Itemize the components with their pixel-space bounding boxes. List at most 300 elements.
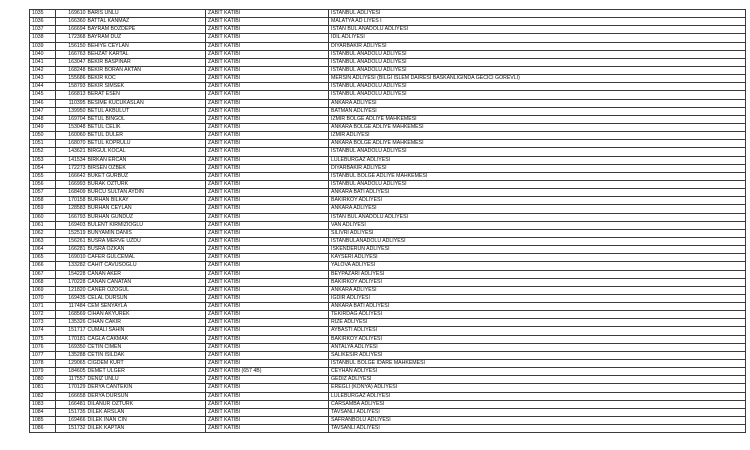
table-row bbox=[30, 205, 746, 213]
office-cell: IDIL ADLIYESI bbox=[329, 34, 746, 42]
full-name-cell: CAFER GULCEMAL bbox=[87, 254, 206, 262]
job-title-cell: ZABIT KATIBI bbox=[206, 140, 329, 148]
job-title-cell: ZABIT KATIBI bbox=[206, 132, 329, 140]
job-title-cell: ZABIT KATIBI bbox=[206, 270, 329, 278]
office-cell: LULEBURGAZ ADLIYESI bbox=[329, 156, 746, 164]
table-row bbox=[30, 132, 746, 140]
row-number-cell: 1055 bbox=[30, 172, 56, 180]
full-name-cell: BEKIR KOC bbox=[87, 75, 206, 83]
full-name-cell: BURHAN BILKAY bbox=[87, 197, 206, 205]
registry-id-cell: 156261 bbox=[56, 237, 87, 245]
full-name-cell: CELAL DURSUN bbox=[87, 294, 206, 302]
full-name-cell: CIHAN AKYUREK bbox=[87, 311, 206, 319]
office-cell: ISTANBUL ANADOLU ADLIYESI bbox=[329, 91, 746, 99]
table-row bbox=[30, 140, 746, 148]
table-row bbox=[30, 425, 746, 433]
row-number-cell: 1054 bbox=[30, 164, 56, 172]
office-cell: SALIKESIR ADLIYESI bbox=[329, 351, 746, 359]
job-title-cell: ZABIT KATIBI bbox=[206, 237, 329, 245]
full-name-cell: BIRGUL KOCAL bbox=[87, 148, 206, 156]
table-row bbox=[30, 335, 746, 343]
office-cell: ANKARA BOLGE ADLIYE MAHKEMESI bbox=[329, 123, 746, 131]
job-title-cell: ZABIT KATIBI bbox=[206, 417, 329, 425]
table-row bbox=[30, 164, 746, 172]
row-number-cell: 1040 bbox=[30, 50, 56, 58]
table-row bbox=[30, 319, 746, 327]
table-row bbox=[30, 66, 746, 74]
office-cell: BEYPAZARI ADLIYESI bbox=[329, 270, 746, 278]
row-number-cell: 1079 bbox=[30, 368, 56, 376]
office-cell: LULEBURGAZ ADLIYESI bbox=[329, 392, 746, 400]
table-row bbox=[30, 262, 746, 270]
registry-id-cell: 168569 bbox=[56, 311, 87, 319]
row-number-cell: 1062 bbox=[30, 229, 56, 237]
row-number-cell: 1071 bbox=[30, 303, 56, 311]
registry-id-cell: 166763 bbox=[56, 50, 87, 58]
full-name-cell: BULENT KIRMIZIOGLU bbox=[87, 221, 206, 229]
table-row bbox=[30, 123, 746, 131]
job-title-cell: ZABIT KATIBI bbox=[206, 286, 329, 294]
table-row bbox=[30, 91, 746, 99]
full-name-cell: BURCU SULTAN AYDIN bbox=[87, 189, 206, 197]
full-name-cell: DILEK INAN CIN bbox=[87, 417, 206, 425]
registry-id-cell: 117484 bbox=[56, 303, 87, 311]
registry-id-cell: 169466 bbox=[56, 417, 87, 425]
registry-id-cell: 141534 bbox=[56, 156, 87, 164]
registry-id-cell: 133282 bbox=[56, 262, 87, 270]
row-number-cell: 1074 bbox=[30, 327, 56, 335]
row-number-cell: 1073 bbox=[30, 319, 56, 327]
registry-id-cell: 151717 bbox=[56, 327, 87, 335]
office-cell: ISKENDERUN ADLIYESI bbox=[329, 246, 746, 254]
row-number-cell: 1060 bbox=[30, 213, 56, 221]
table-row bbox=[30, 246, 746, 254]
table-row bbox=[30, 351, 746, 359]
personnel-table-body bbox=[30, 10, 746, 433]
row-number-cell: 1083 bbox=[30, 400, 56, 408]
job-title-cell: ZABIT KATIBI bbox=[206, 156, 329, 164]
table-row bbox=[30, 75, 746, 83]
office-cell: BATMAN ADLIYESI bbox=[329, 107, 746, 115]
row-number-cell: 1038 bbox=[30, 34, 56, 42]
registry-id-cell: 135288 bbox=[56, 351, 87, 359]
table-row bbox=[30, 197, 746, 205]
job-title-cell: ZABIT KATIBI bbox=[206, 376, 329, 384]
full-name-cell: BETUL DULER bbox=[87, 132, 206, 140]
table-row bbox=[30, 99, 746, 107]
registry-id-cell: 169704 bbox=[56, 115, 87, 123]
full-name-cell: BETUL KOPRULU bbox=[87, 140, 206, 148]
office-cell: ANKARA ADLIYESI bbox=[329, 286, 746, 294]
full-name-cell: CIGDEM KURT bbox=[87, 360, 206, 368]
registry-id-cell: 166642 bbox=[56, 172, 87, 180]
registry-id-cell: 166360 bbox=[56, 18, 87, 26]
row-number-cell: 1067 bbox=[30, 270, 56, 278]
table-row bbox=[30, 384, 746, 392]
job-title-cell: ZABIT KATIBI bbox=[206, 229, 329, 237]
full-name-cell: BUKET GURBUZ bbox=[87, 172, 206, 180]
registry-id-cell: 169350 bbox=[56, 343, 87, 351]
table-row bbox=[30, 294, 746, 302]
job-title-cell: ZABIT KATIBI bbox=[206, 91, 329, 99]
office-cell: YALOVA ADLIYESI bbox=[329, 262, 746, 270]
office-cell: TAVSANLI ADLIYESI bbox=[329, 408, 746, 416]
table-row bbox=[30, 327, 746, 335]
office-cell: ISTAN BUL ANADOLU ADLIYESI bbox=[329, 213, 746, 221]
office-cell: ISTANBUL ADLIYESI bbox=[329, 10, 746, 18]
full-name-cell: DEMET ULGER bbox=[87, 368, 206, 376]
personnel-table bbox=[29, 9, 746, 433]
row-number-cell: 1063 bbox=[30, 237, 56, 245]
registry-id-cell: 128583 bbox=[56, 205, 87, 213]
full-name-cell: BETUL BINGOL bbox=[87, 115, 206, 123]
registry-id-cell: 168409 bbox=[56, 189, 87, 197]
row-number-cell: 1064 bbox=[30, 246, 56, 254]
full-name-cell: BAYRAM BOZDEPE bbox=[87, 26, 206, 34]
job-title-cell: ZABIT KATIBI bbox=[206, 303, 329, 311]
full-name-cell: BURHAN GUNDUZ bbox=[87, 213, 206, 221]
row-number-cell: 1053 bbox=[30, 156, 56, 164]
job-title-cell: ZABIT KATIBI bbox=[206, 408, 329, 416]
office-cell: ANKARA BATI ADLIYESI bbox=[329, 189, 746, 197]
row-number-cell: 1061 bbox=[30, 221, 56, 229]
registry-id-cell: 135326 bbox=[56, 319, 87, 327]
full-name-cell: CETIN ISILDAK bbox=[87, 351, 206, 359]
table-row bbox=[30, 172, 746, 180]
full-name-cell: CAGLA CAKMAK bbox=[87, 335, 206, 343]
row-number-cell: 1050 bbox=[30, 132, 56, 140]
full-name-cell: CUMALI SAHIN bbox=[87, 327, 206, 335]
table-row bbox=[30, 392, 746, 400]
full-name-cell: BURHAN CEYLAN bbox=[87, 205, 206, 213]
job-title-cell: ZABIT KATIBI bbox=[206, 262, 329, 270]
job-title-cell: ZABIT KATIBI bbox=[206, 400, 329, 408]
registry-id-cell: 155686 bbox=[56, 75, 87, 83]
full-name-cell: BUNYAMIN DANIS bbox=[87, 229, 206, 237]
full-name-cell: BARIS UNLU bbox=[87, 10, 206, 18]
row-number-cell: 1045 bbox=[30, 91, 56, 99]
full-name-cell: BUSRA MERVE UZDU bbox=[87, 237, 206, 245]
row-number-cell: 1076 bbox=[30, 343, 56, 351]
job-title-cell: ZABIT KATIBI (657 4B) bbox=[206, 368, 329, 376]
registry-id-cell: 129065 bbox=[56, 360, 87, 368]
row-number-cell: 1036 bbox=[30, 18, 56, 26]
job-title-cell: ZABIT KATIBI bbox=[206, 107, 329, 115]
registry-id-cell: 169403 bbox=[56, 221, 87, 229]
row-number-cell: 1042 bbox=[30, 66, 56, 74]
job-title-cell: ZABIT KATIBI bbox=[206, 18, 329, 26]
table-row bbox=[30, 26, 746, 34]
full-name-cell: DERYA CANTEKIN bbox=[87, 384, 206, 392]
full-name-cell: BATTAL KANMAZ bbox=[87, 18, 206, 26]
office-cell: ISTANBUL ANADOLU ADLIYESI bbox=[329, 66, 746, 74]
job-title-cell: ZABIT KATIBI bbox=[206, 123, 329, 131]
row-number-cell: 1082 bbox=[30, 392, 56, 400]
office-cell: ISTANBUL ANADOLU ADLIYESI bbox=[329, 83, 746, 91]
office-cell: ANKARA ADLIYESI bbox=[329, 99, 746, 107]
registry-id-cell: 166658 bbox=[56, 392, 87, 400]
row-number-cell: 1080 bbox=[30, 376, 56, 384]
registry-id-cell: 156150 bbox=[56, 42, 87, 50]
table-row bbox=[30, 343, 746, 351]
job-title-cell: ZABIT KATIBI bbox=[206, 335, 329, 343]
row-number-cell: 1046 bbox=[30, 99, 56, 107]
table-row bbox=[30, 50, 746, 58]
office-cell: CARSAMBA ADLIYESI bbox=[329, 400, 746, 408]
registry-id-cell: 172273 bbox=[56, 164, 87, 172]
row-number-cell: 1066 bbox=[30, 262, 56, 270]
office-cell: TAVSANLI ADLIYESI bbox=[329, 425, 746, 433]
registry-id-cell: 154228 bbox=[56, 270, 87, 278]
office-cell: KAYSERI ADLIYESI bbox=[329, 254, 746, 262]
registry-id-cell: 170228 bbox=[56, 278, 87, 286]
job-title-cell: ZABIT KATIBI bbox=[206, 75, 329, 83]
table-row bbox=[30, 115, 746, 123]
table-row bbox=[30, 270, 746, 278]
registry-id-cell: 169010 bbox=[56, 254, 87, 262]
registry-id-cell: 168248 bbox=[56, 66, 87, 74]
full-name-cell: BESIME KUCUKASLAN bbox=[87, 99, 206, 107]
job-title-cell: ZABIT KATIBI bbox=[206, 83, 329, 91]
row-number-cell: 1057 bbox=[30, 189, 56, 197]
table-row bbox=[30, 417, 746, 425]
office-cell: ISTANBULANADOLU ADLIYESI bbox=[329, 237, 746, 245]
table-row bbox=[30, 376, 746, 384]
office-cell: EREGLI (KONYA) ADLIYESI bbox=[329, 384, 746, 392]
table-row bbox=[30, 408, 746, 416]
row-number-cell: 1048 bbox=[30, 115, 56, 123]
office-cell: RIZE ADLIYESI bbox=[329, 319, 746, 327]
job-title-cell: ZABIT KATIBI bbox=[206, 327, 329, 335]
full-name-cell: CAHIT CAVUSOGLU bbox=[87, 262, 206, 270]
job-title-cell: ZABIT KATIBI bbox=[206, 343, 329, 351]
registry-id-cell: 166793 bbox=[56, 213, 87, 221]
registry-id-cell: 117557 bbox=[56, 376, 87, 384]
office-cell: AYBASTI ADLIYESI bbox=[329, 327, 746, 335]
registry-id-cell: 151735 bbox=[56, 408, 87, 416]
row-number-cell: 1058 bbox=[30, 197, 56, 205]
office-cell: SILIVRI ADLIYESI bbox=[329, 229, 746, 237]
registry-id-cell: 139950 bbox=[56, 107, 87, 115]
job-title-cell: ZABIT KATIBI bbox=[206, 351, 329, 359]
row-number-cell: 1086 bbox=[30, 425, 56, 433]
full-name-cell: DILEK KAPTAN bbox=[87, 425, 206, 433]
row-number-cell: 1068 bbox=[30, 278, 56, 286]
row-number-cell: 1051 bbox=[30, 140, 56, 148]
office-cell: MERSIN ADLIYESI (BILGI ISLEM DAIRESI BASKANLIGINDA GECICI GOREVLI) bbox=[329, 75, 746, 83]
registry-id-cell: 168070 bbox=[56, 140, 87, 148]
row-number-cell: 1037 bbox=[30, 26, 56, 34]
registry-id-cell: 170129 bbox=[56, 384, 87, 392]
registry-id-cell: 158793 bbox=[56, 83, 87, 91]
registry-id-cell: 169435 bbox=[56, 294, 87, 302]
job-title-cell: ZABIT KATIBI bbox=[206, 164, 329, 172]
job-title-cell: ZABIT KATIBI bbox=[206, 294, 329, 302]
table-row bbox=[30, 34, 746, 42]
office-cell: ANKARA BOLGE ADLIYE MAHKEMESI bbox=[329, 140, 746, 148]
row-number-cell: 1049 bbox=[30, 123, 56, 131]
office-cell: ANKARA ADLIYESI bbox=[329, 205, 746, 213]
office-cell: ISTANBUL ANADOLU ADLIYESI bbox=[329, 50, 746, 58]
registry-id-cell: 169610 bbox=[56, 10, 87, 18]
office-cell: BAKIRKOY ADLIYESI bbox=[329, 335, 746, 343]
table-row bbox=[30, 229, 746, 237]
row-number-cell: 1077 bbox=[30, 351, 56, 359]
full-name-cell: CANAN AKER bbox=[87, 270, 206, 278]
row-number-cell: 1047 bbox=[30, 107, 56, 115]
job-title-cell: ZABIT KATIBI bbox=[206, 148, 329, 156]
table-row bbox=[30, 189, 746, 197]
row-number-cell: 1081 bbox=[30, 384, 56, 392]
row-number-cell: 1035 bbox=[30, 10, 56, 18]
row-number-cell: 1059 bbox=[30, 205, 56, 213]
job-title-cell: ZABIT KATIBI bbox=[206, 58, 329, 66]
full-name-cell: BEKIR BASPINAR bbox=[87, 58, 206, 66]
full-name-cell: DERYA DURSUN bbox=[87, 392, 206, 400]
row-number-cell: 1075 bbox=[30, 335, 56, 343]
full-name-cell: CANER OZOGUL bbox=[87, 286, 206, 294]
full-name-cell: CIHAN CAKIR bbox=[87, 319, 206, 327]
office-cell: DIYARBAKIR ADLIYESI bbox=[329, 164, 746, 172]
table-row bbox=[30, 148, 746, 156]
full-name-cell: BERAT ESEN bbox=[87, 91, 206, 99]
registry-id-cell: 166481 bbox=[56, 400, 87, 408]
full-name-cell: DILEK ARSLAN bbox=[87, 408, 206, 416]
registry-id-cell: 166281 bbox=[56, 246, 87, 254]
row-number-cell: 1070 bbox=[30, 294, 56, 302]
row-number-cell: 1043 bbox=[30, 75, 56, 83]
full-name-cell: BUSRA OZKAN bbox=[87, 246, 206, 254]
registry-id-cell: 121820 bbox=[56, 286, 87, 294]
full-name-cell: CETIN CIMEN bbox=[87, 343, 206, 351]
full-name-cell: CANAN CANATAN bbox=[87, 278, 206, 286]
row-number-cell: 1039 bbox=[30, 42, 56, 50]
job-title-cell: ZABIT KATIBI bbox=[206, 172, 329, 180]
job-title-cell: ZABIT KATIBI bbox=[206, 425, 329, 433]
row-number-cell: 1056 bbox=[30, 180, 56, 188]
table-row bbox=[30, 58, 746, 66]
registry-id-cell: 160060 bbox=[56, 132, 87, 140]
office-cell: ANKARA BATI ADLIYESI bbox=[329, 303, 746, 311]
row-number-cell: 1044 bbox=[30, 83, 56, 91]
job-title-cell: ZABIT KATIBI bbox=[206, 205, 329, 213]
registry-id-cell: 151732 bbox=[56, 425, 87, 433]
registry-id-cell: 152519 bbox=[56, 229, 87, 237]
full-name-cell: DENIZ UNLU bbox=[87, 376, 206, 384]
office-cell: ISTANBUL BOLGE ADLIYE MAHKEMESI bbox=[329, 172, 746, 180]
row-number-cell: 1052 bbox=[30, 148, 56, 156]
job-title-cell: ZABIT KATIBI bbox=[206, 34, 329, 42]
job-title-cell: ZABIT KATIBI bbox=[206, 50, 329, 58]
full-name-cell: BIRSEN OZBEK bbox=[87, 164, 206, 172]
registry-id-cell: 166694 bbox=[56, 26, 87, 34]
full-name-cell: BURAK OZTURK bbox=[87, 180, 206, 188]
full-name-cell: BEKIR BORAN AKTAN bbox=[87, 66, 206, 74]
office-cell: VAN ADLIYESI bbox=[329, 221, 746, 229]
table-row bbox=[30, 213, 746, 221]
office-cell: ISTANBUL BOLGE IDARE MAHKEMESI bbox=[329, 360, 746, 368]
office-cell: ISTANBUL ANADOLU ADLIYESI bbox=[329, 180, 746, 188]
full-name-cell: BETUL AKBULUT bbox=[87, 107, 206, 115]
table-row bbox=[30, 18, 746, 26]
row-number-cell: 1078 bbox=[30, 360, 56, 368]
table-row bbox=[30, 368, 746, 376]
office-cell: ISTAN BUL ANADOLU ADLIYESI bbox=[329, 26, 746, 34]
row-number-cell: 1072 bbox=[30, 311, 56, 319]
job-title-cell: ZABIT KATIBI bbox=[206, 384, 329, 392]
full-name-cell: BETUL CELIK bbox=[87, 123, 206, 131]
full-name-cell: CEM SENYAYLA bbox=[87, 303, 206, 311]
table-row bbox=[30, 107, 746, 115]
table-row bbox=[30, 360, 746, 368]
office-cell: TEKIRDAG ADLIYESI bbox=[329, 311, 746, 319]
table-row bbox=[30, 221, 746, 229]
table-row bbox=[30, 311, 746, 319]
job-title-cell: ZABIT KATIBI bbox=[206, 246, 329, 254]
office-cell: ISTANBUL ANADOLU ADLIYESI bbox=[329, 58, 746, 66]
job-title-cell: ZABIT KATIBI bbox=[206, 197, 329, 205]
office-cell: BAKIRKOY ADLIYESI bbox=[329, 278, 746, 286]
registry-id-cell: 172368 bbox=[56, 34, 87, 42]
job-title-cell: ZABIT KATIBI bbox=[206, 392, 329, 400]
office-cell: ISTANBUL ANADOLU ADLIYESI bbox=[329, 148, 746, 156]
table-row bbox=[30, 254, 746, 262]
office-cell: DIYARBAKIR ADLIYESI bbox=[329, 42, 746, 50]
office-cell: IZMIR ADLIYESI bbox=[329, 132, 746, 140]
job-title-cell: ZABIT KATIBI bbox=[206, 278, 329, 286]
table-row bbox=[30, 303, 746, 311]
full-name-cell: DILANUR OZTURK bbox=[87, 400, 206, 408]
table-row bbox=[30, 286, 746, 294]
table-row bbox=[30, 156, 746, 164]
registry-id-cell: 170181 bbox=[56, 335, 87, 343]
table-row bbox=[30, 278, 746, 286]
job-title-cell: ZABIT KATIBI bbox=[206, 10, 329, 18]
table-row bbox=[30, 237, 746, 245]
job-title-cell: ZABIT KATIBI bbox=[206, 180, 329, 188]
job-title-cell: ZABIT KATIBI bbox=[206, 26, 329, 34]
table-row bbox=[30, 10, 746, 18]
job-title-cell: ZABIT KATIBI bbox=[206, 189, 329, 197]
job-title-cell: ZABIT KATIBI bbox=[206, 360, 329, 368]
office-cell: ANTALYA ADLIYESI bbox=[329, 343, 746, 351]
table-row bbox=[30, 400, 746, 408]
table-row bbox=[30, 42, 746, 50]
registry-id-cell: 143621 bbox=[56, 148, 87, 156]
job-title-cell: ZABIT KATIBI bbox=[206, 221, 329, 229]
row-number-cell: 1084 bbox=[30, 408, 56, 416]
office-cell: BAKIRKOY ADLIYESI bbox=[329, 197, 746, 205]
office-cell: CEYHAN ADLIYESI bbox=[329, 368, 746, 376]
registry-id-cell: 166813 bbox=[56, 91, 87, 99]
full-name-cell: BEHZAT KARTAL bbox=[87, 50, 206, 58]
job-title-cell: ZABIT KATIBI bbox=[206, 213, 329, 221]
office-cell: MALATYA AD LIYES I bbox=[329, 18, 746, 26]
row-number-cell: 1041 bbox=[30, 58, 56, 66]
table-row bbox=[30, 83, 746, 91]
registry-id-cell: 170158 bbox=[56, 197, 87, 205]
full-name-cell: BAYRAM DUZ bbox=[87, 34, 206, 42]
office-cell: IZMIR BOLGE ADLIYE MAHKEMESI bbox=[329, 115, 746, 123]
job-title-cell: ZABIT KATIBI bbox=[206, 254, 329, 262]
full-name-cell: BEHIYE CEYLAN bbox=[87, 42, 206, 50]
row-number-cell: 1065 bbox=[30, 254, 56, 262]
registry-id-cell: 184605 bbox=[56, 368, 87, 376]
job-title-cell: ZABIT KATIBI bbox=[206, 319, 329, 327]
row-number-cell: 1085 bbox=[30, 417, 56, 425]
registry-id-cell: 163047 bbox=[56, 58, 87, 66]
office-cell: SAFRANBOLU ADLIYESI bbox=[329, 417, 746, 425]
